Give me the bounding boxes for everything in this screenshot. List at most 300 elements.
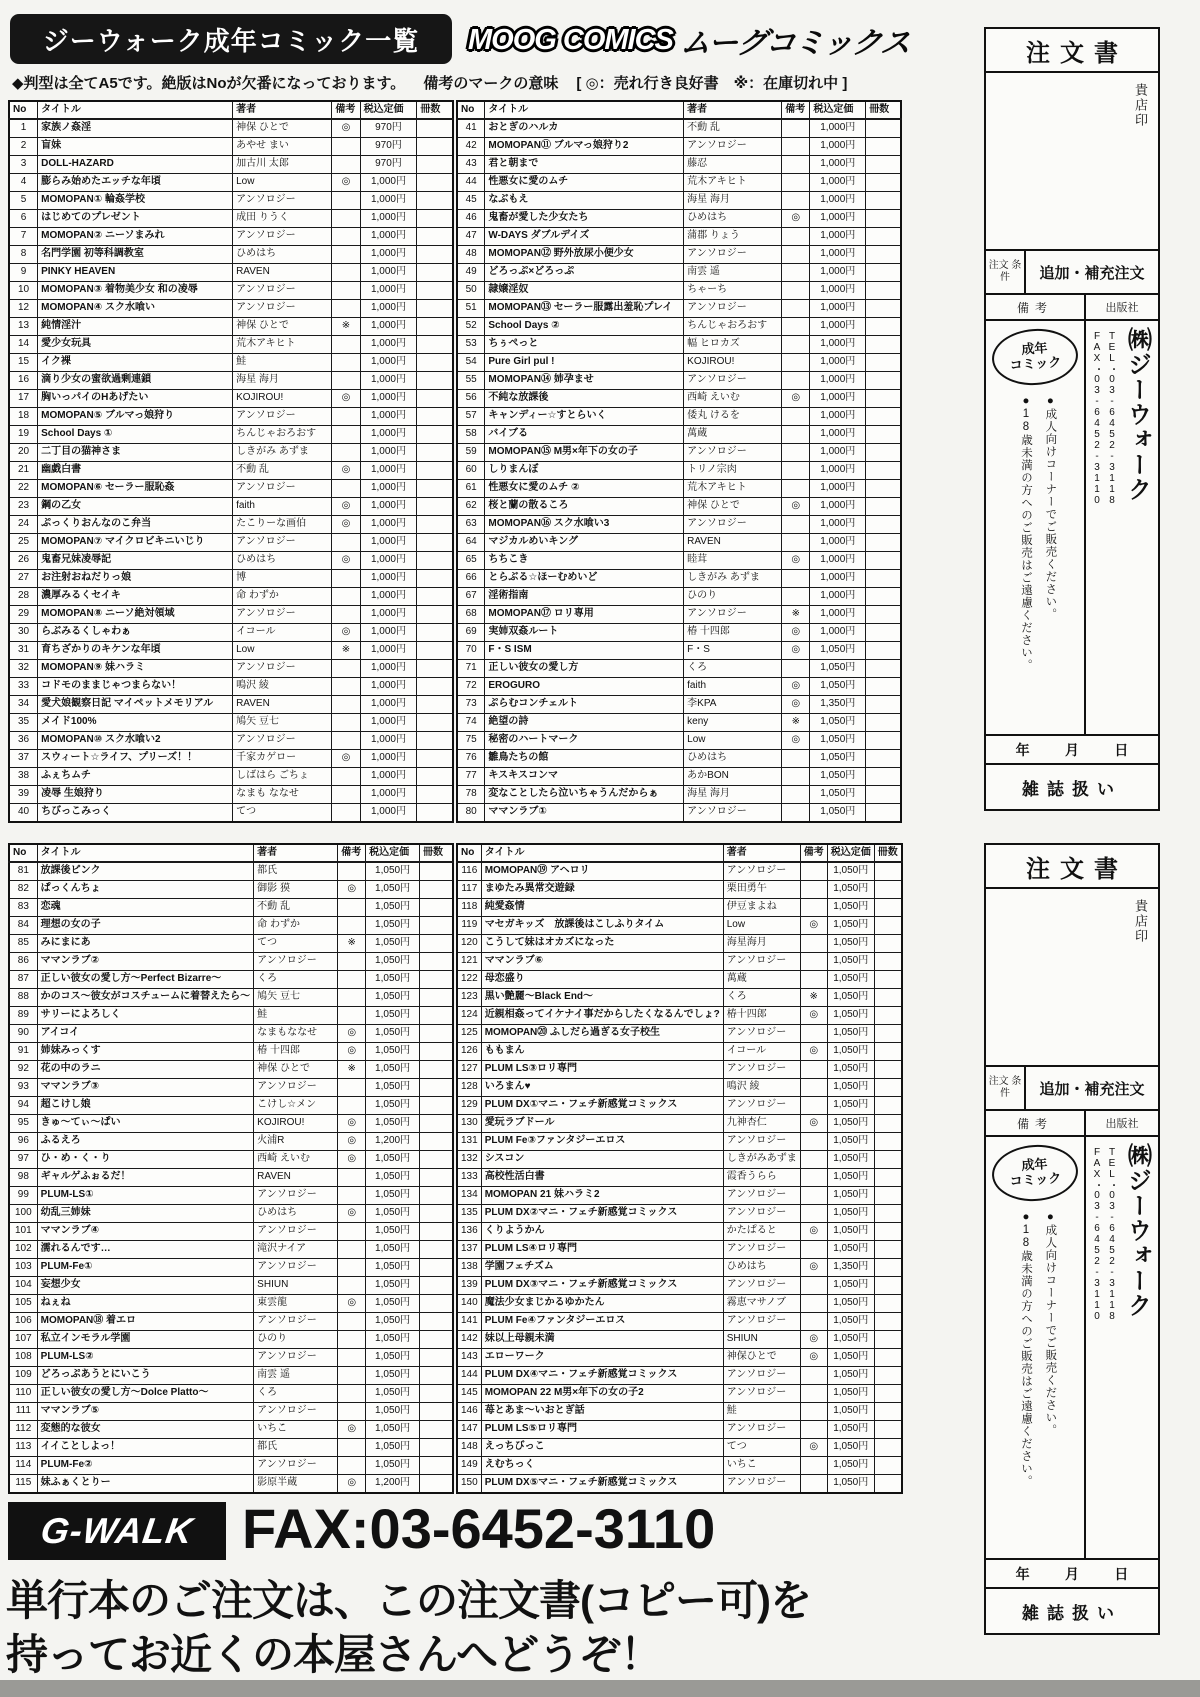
table-row [9, 624, 453, 642]
book-price: 1,050円 [827, 1295, 874, 1313]
book-mark [332, 210, 360, 228]
book-author: RAVEN [233, 264, 332, 282]
table-row [9, 1349, 453, 1367]
book-author: アンソロジー [684, 246, 782, 264]
table-row [457, 899, 902, 917]
book-mark [800, 881, 827, 899]
book-copies-cell [874, 1223, 902, 1241]
book-author: 火浦R [254, 1133, 338, 1151]
book-title: 高校性活白書 [481, 1169, 723, 1187]
footer-instruction-line1: 単行本のご注文は、この注文書(コピー可)を [6, 1577, 811, 1624]
book-title: 育ちざかりのキケンな年頃 [38, 642, 233, 660]
table-row [9, 119, 453, 138]
book-author: RAVEN [254, 1169, 338, 1187]
book-price: 1,050円 [810, 786, 866, 804]
book-author: 蒲郡 りょう [684, 228, 782, 246]
book-mark: ◎ [800, 1043, 827, 1061]
book-author: faith [233, 498, 332, 516]
book-no: 7 [9, 228, 38, 246]
book-no: 49 [457, 264, 485, 282]
book-title: 純情淫汁 [38, 318, 233, 336]
table-row [457, 462, 901, 480]
book-price: 1,200円 [366, 1475, 420, 1494]
book-copies-cell [874, 1097, 902, 1115]
col-copies: 冊数 [874, 844, 902, 862]
book-price: 1,000円 [360, 246, 417, 264]
book-copies-cell [866, 588, 901, 606]
book-author: 萬蔵 [723, 971, 800, 989]
table-row [457, 354, 901, 372]
book-mark [782, 264, 810, 282]
book-price: 970円 [360, 156, 417, 174]
book-no: 113 [9, 1439, 37, 1457]
book-author: たこりーな画伯 [233, 516, 332, 534]
book-author: 鳩矢 豆七 [233, 714, 332, 732]
table-row [9, 282, 453, 300]
book-title: PLUM DX①マニ・フェチ新感覚コミックス [481, 1097, 723, 1115]
book-no: 69 [457, 624, 485, 642]
book-price: 1,000円 [810, 156, 866, 174]
sales-note-under18: ●18歳未満の方へのご販売はご遠慮ください。 [1020, 395, 1032, 672]
book-price: 1,000円 [810, 624, 866, 642]
book-price: 1,050円 [827, 1169, 874, 1187]
book-no: 93 [9, 1079, 37, 1097]
book-title: ママンラブ⑥ [481, 953, 723, 971]
table-row [9, 210, 453, 228]
order-form-body [986, 321, 1158, 736]
book-no: 72 [457, 678, 485, 696]
book-mark [338, 1349, 366, 1367]
book-title: ママンラブ⑤ [37, 1403, 254, 1421]
table-row [9, 1385, 453, 1403]
table-header-row [457, 101, 901, 119]
book-title: まゆたみ異常交遊録 [481, 881, 723, 899]
book-price: 1,000円 [810, 318, 866, 336]
book-title: ちぅぺっと [485, 336, 684, 354]
book-author: 滝沢ナイア [254, 1241, 338, 1259]
book-no: 147 [457, 1421, 481, 1439]
book-title: MOMOPAN⑩ スク水喰い2 [38, 732, 233, 750]
book-price: 1,050円 [827, 989, 874, 1007]
book-mark [800, 1277, 827, 1295]
book-title: PLUM-Fe① [37, 1259, 254, 1277]
book-title: 鋼の乙女 [38, 498, 233, 516]
table-row [9, 1277, 453, 1295]
book-price: 1,000円 [360, 480, 417, 498]
book-price: 1,050円 [827, 1439, 874, 1457]
book-title: PLUM Fe④ファンタジーエロス [481, 1313, 723, 1331]
book-title: ふるえろ [37, 1133, 254, 1151]
book-title: 不純な放課後 [485, 390, 684, 408]
book-author: ひのり [254, 1331, 338, 1349]
table-row [9, 1421, 453, 1439]
book-price: 1,000円 [360, 426, 417, 444]
table-row [457, 264, 901, 282]
book-author: ひめはち [684, 210, 782, 228]
table-row [457, 1331, 902, 1349]
table-row [457, 1313, 902, 1331]
book-copies-cell [419, 1421, 453, 1439]
book-no: 103 [9, 1259, 37, 1277]
book-no: 32 [9, 660, 38, 678]
book-mark [800, 1187, 827, 1205]
book-copies-cell [419, 1403, 453, 1421]
book-title: コドモのままじゃつまらない！ [38, 678, 233, 696]
table-row [9, 1313, 453, 1331]
book-author: F・S [684, 642, 782, 660]
book-mark [338, 1403, 366, 1421]
col-remark: 備考 [782, 101, 810, 119]
book-price: 1,050円 [827, 1115, 874, 1133]
book-copies-cell [866, 444, 901, 462]
book-price: 1,050円 [366, 935, 420, 953]
book-price: 1,050円 [827, 1205, 874, 1223]
book-mark [338, 1007, 366, 1025]
book-author: keny [684, 714, 782, 732]
book-mark: ◎ [782, 210, 810, 228]
book-copies-cell [874, 1475, 902, 1494]
book-title: 花の中のラニ [37, 1061, 254, 1079]
book-title: 近親相姦ってイケナイ事だからしたくなるんでしょ? [481, 1007, 723, 1025]
book-copies-cell [866, 390, 901, 408]
book-mark [338, 1367, 366, 1385]
book-copies-cell [417, 696, 453, 714]
table-row [9, 899, 453, 917]
table-row [457, 1061, 902, 1079]
book-mark [800, 1133, 827, 1151]
book-author: 影原半蔵 [254, 1475, 338, 1494]
book-title: PLUM DX③マニ・フェチ新感覚コミックス [481, 1277, 723, 1295]
book-no: 61 [457, 480, 485, 498]
book-title: 胸いっパイのHあげたい [38, 390, 233, 408]
book-copies-cell [866, 246, 901, 264]
book-author: ちんじゃおろおす [233, 426, 332, 444]
table-row [457, 552, 901, 570]
book-author: 都氏 [254, 862, 338, 881]
book-author: 博 [233, 570, 332, 588]
book-price: 1,050円 [366, 1205, 420, 1223]
table-row [457, 660, 901, 678]
book-no: 4 [9, 174, 38, 192]
book-mark [338, 1313, 366, 1331]
table-row [9, 971, 453, 989]
book-price: 1,050円 [827, 1313, 874, 1331]
book-price: 1,000円 [810, 570, 866, 588]
col-no: No [9, 844, 37, 862]
book-copies-cell [866, 570, 901, 588]
book-author: 荒木アキヒト [684, 480, 782, 498]
book-no: 19 [9, 426, 38, 444]
col-copies: 冊数 [419, 844, 453, 862]
book-mark [782, 534, 810, 552]
book-no: 95 [9, 1115, 37, 1133]
table-row [9, 174, 453, 192]
book-no: 57 [457, 408, 485, 426]
book-mark: ◎ [338, 1421, 366, 1439]
book-author: 鳴沢 綾 [723, 1079, 800, 1097]
book-price: 1,050円 [366, 1223, 420, 1241]
book-copies-cell [417, 336, 453, 354]
book-copies-cell [419, 899, 453, 917]
table-row [9, 917, 453, 935]
book-copies-cell [417, 282, 453, 300]
book-title: ふぇちムチ [38, 768, 233, 786]
book-author: KOJIROU! [233, 390, 332, 408]
book-title: 雛鳥たちの館 [485, 750, 684, 768]
book-copies-cell [874, 971, 902, 989]
book-title: 濡れるんです… [37, 1241, 254, 1259]
table-row [9, 786, 453, 804]
book-author: アンソロジー [254, 1223, 338, 1241]
book-mark [800, 1151, 827, 1169]
book-author: 神保 ひとで [254, 1061, 338, 1079]
book-title: 変態的な彼女 [37, 1421, 254, 1439]
book-no: 41 [457, 119, 485, 138]
table-row [457, 1349, 902, 1367]
book-no: 71 [457, 660, 485, 678]
book-mark [782, 119, 810, 138]
book-title: PLUM-Fe② [37, 1457, 254, 1475]
order-form-title: 注文書 [986, 845, 1158, 889]
book-author: ひめはち [254, 1205, 338, 1223]
book-author: アンソロジー [233, 408, 332, 426]
table-row [9, 862, 453, 881]
book-copies-cell [419, 1133, 453, 1151]
book-mark: ◎ [338, 1133, 366, 1151]
book-mark [332, 300, 360, 318]
book-author: 命 わずか [254, 917, 338, 935]
col-no: No [9, 101, 38, 119]
book-copies-cell [874, 899, 902, 917]
book-copies-cell [419, 989, 453, 1007]
table-row [457, 1403, 902, 1421]
book-copies-cell [874, 1403, 902, 1421]
book-author: RAVEN [684, 534, 782, 552]
book-title: お注射おねだりっ娘 [38, 570, 233, 588]
book-copies-cell [874, 989, 902, 1007]
book-no: 67 [457, 588, 485, 606]
book-author: ひめはち [684, 750, 782, 768]
date-month-label: 月 [1064, 1565, 1079, 1582]
book-no: 76 [457, 750, 485, 768]
book-price: 1,000円 [360, 192, 417, 210]
book-price: 970円 [360, 119, 417, 138]
book-no: 111 [9, 1403, 37, 1421]
book-author: ひめはち [233, 246, 332, 264]
book-price: 1,050円 [366, 1295, 420, 1313]
book-author: Low [233, 642, 332, 660]
table-header-row [9, 844, 453, 862]
book-copies-cell [419, 1349, 453, 1367]
book-no: 65 [457, 552, 485, 570]
book-author: faith [684, 678, 782, 696]
book-price: 1,050円 [827, 1097, 874, 1115]
book-author: しきがみあずま [723, 1151, 800, 1169]
book-title: 膨らみ始めたエッチな年頃 [38, 174, 233, 192]
book-copies-cell [866, 480, 901, 498]
book-price: 1,050円 [366, 1007, 420, 1025]
book-no: 60 [457, 462, 485, 480]
book-mark [782, 174, 810, 192]
table-row [9, 768, 453, 786]
book-copies-cell [419, 1223, 453, 1241]
book-price: 1,050円 [366, 1313, 420, 1331]
book-copies-cell [419, 1097, 453, 1115]
book-no: 33 [9, 678, 38, 696]
book-no: 89 [9, 1007, 37, 1025]
book-price: 1,050円 [827, 1421, 874, 1439]
book-mark: ◎ [800, 1223, 827, 1241]
book-mark [800, 1025, 827, 1043]
table-row [9, 804, 453, 823]
col-author: 著者 [723, 844, 800, 862]
book-no: 135 [457, 1205, 481, 1223]
table-row [457, 953, 902, 971]
book-title: PLUM LS③ロリ専門 [481, 1061, 723, 1079]
date-year-label: 年 [1015, 741, 1030, 758]
book-copies-cell [866, 318, 901, 336]
book-mark: ◎ [782, 732, 810, 750]
book-price: 1,000円 [360, 552, 417, 570]
book-author: 鮭 [254, 1007, 338, 1025]
book-no: 66 [457, 570, 485, 588]
book-author: トリノ宗肉 [684, 462, 782, 480]
book-title: 恋魂 [37, 899, 254, 917]
book-price: 1,050円 [366, 1061, 420, 1079]
book-title: マジカルめいキング [485, 534, 684, 552]
col-title: タイトル [37, 844, 254, 862]
book-mark [782, 156, 810, 174]
book-price: 1,000円 [810, 119, 866, 138]
book-no: 36 [9, 732, 38, 750]
book-author: アンソロジー [723, 1367, 800, 1385]
book-mark [332, 606, 360, 624]
book-no: 58 [457, 426, 485, 444]
book-no: 35 [9, 714, 38, 732]
book-price: 1,000円 [360, 318, 417, 336]
book-table-41-80 [456, 100, 902, 823]
book-price: 1,050円 [366, 1439, 420, 1457]
book-author: 神保ひとで [723, 1349, 800, 1367]
table-row [9, 1241, 453, 1259]
book-mark [332, 192, 360, 210]
col-no: No [457, 844, 481, 862]
book-title: 妄想少女 [37, 1277, 254, 1295]
book-price: 1,050円 [366, 953, 420, 971]
book-no: 106 [9, 1313, 37, 1331]
col-title: タイトル [481, 844, 723, 862]
book-author: アンソロジー [233, 228, 332, 246]
book-no: 17 [9, 390, 38, 408]
book-price: 1,050円 [827, 1025, 874, 1043]
col-price: 税込定価 [810, 101, 866, 119]
book-author: アンソロジー [723, 1205, 800, 1223]
book-mark [332, 768, 360, 786]
book-author: かたぱると [723, 1223, 800, 1241]
book-copies-cell [874, 862, 902, 881]
book-no: 112 [9, 1421, 37, 1439]
book-copies-cell [874, 1061, 902, 1079]
book-copies-cell [417, 264, 453, 282]
book-title: PINKY HEAVEN [38, 264, 233, 282]
book-price: 1,000円 [810, 390, 866, 408]
book-copies-cell [874, 1277, 902, 1295]
book-copies-cell [866, 552, 901, 570]
book-title: MOMOPAN⑮ M男×年下の女の子 [485, 444, 684, 462]
book-copies-cell [866, 300, 901, 318]
book-mark [332, 444, 360, 462]
table-row [9, 1151, 453, 1169]
book-author: 伊豆まよね [723, 899, 800, 917]
book-copies-cell [866, 192, 901, 210]
book-title: 愛少女玩具 [38, 336, 233, 354]
book-title: MOMOPAN⑪ ブルマっ娘狩り2 [485, 138, 684, 156]
book-mark [332, 804, 360, 823]
table-row [457, 570, 901, 588]
book-no: 59 [457, 444, 485, 462]
book-price: 1,000円 [810, 192, 866, 210]
table-header-row [457, 844, 902, 862]
book-copies-cell [417, 354, 453, 372]
book-mark [332, 480, 360, 498]
book-no: 38 [9, 768, 38, 786]
book-title: 苺とあま～いおとぎ話 [481, 1403, 723, 1421]
col-no: No [457, 101, 485, 119]
book-author: しきがみ あずま [684, 570, 782, 588]
date-month-label: 月 [1064, 741, 1079, 758]
book-no: 5 [9, 192, 38, 210]
book-author: 海星 海月 [684, 786, 782, 804]
book-price: 1,050円 [827, 1385, 874, 1403]
book-mark [800, 1457, 827, 1475]
book-mark [782, 516, 810, 534]
book-price: 1,050円 [827, 881, 874, 899]
book-copies-cell [866, 768, 901, 786]
book-mark [800, 1205, 827, 1223]
book-title: とらぶる☆ほーむめいど [485, 570, 684, 588]
book-title: ぷらむコンチェルト [485, 696, 684, 714]
book-no: 42 [457, 138, 485, 156]
book-copies-cell [874, 1421, 902, 1439]
book-author: KOJIROU! [684, 354, 782, 372]
book-title: くりようかん [481, 1223, 723, 1241]
book-price: 1,050円 [366, 1115, 420, 1133]
book-author: アンソロジー [723, 1385, 800, 1403]
book-mark: ◎ [782, 696, 810, 714]
book-copies-cell [874, 1367, 902, 1385]
book-price: 1,050円 [366, 862, 420, 881]
book-no: 16 [9, 372, 38, 390]
book-copies-cell [874, 917, 902, 935]
table-row [9, 1079, 453, 1097]
date-year-label: 年 [1015, 1565, 1030, 1582]
book-no: 140 [457, 1295, 481, 1313]
table-row [9, 498, 453, 516]
book-copies-cell [417, 138, 453, 156]
table-row [9, 444, 453, 462]
book-author: アンソロジー [233, 480, 332, 498]
book-author: てつ [254, 935, 338, 953]
book-price: 1,000円 [810, 246, 866, 264]
book-price: 1,050円 [810, 750, 866, 768]
book-title: ももまん [481, 1043, 723, 1061]
book-author: アンソロジー [233, 660, 332, 678]
book-no: 12 [9, 300, 38, 318]
gwalk-logo [8, 1502, 226, 1560]
book-price: 1,000円 [810, 588, 866, 606]
book-no: 28 [9, 588, 38, 606]
book-mark: ◎ [332, 498, 360, 516]
